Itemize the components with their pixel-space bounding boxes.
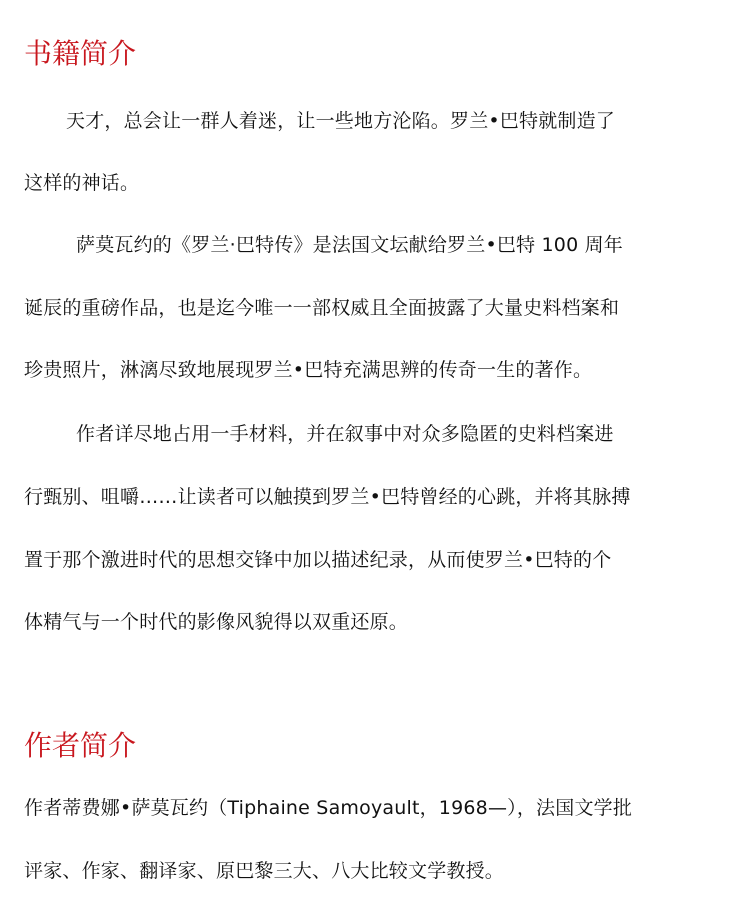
book-intro-p3-line-1: 作者详尽地占用一手材料，并在叙事中对众多隐匿的史料档案进 xyxy=(76,423,614,445)
book-intro-p3-line-4: 体精气与一个时代的影像风貌得以双重还原。 xyxy=(24,611,409,633)
book-intro-p3-line-2: 行甄别、咀嚼……让读者可以触摸到罗兰•巴特曾经的心跳，并将其脉搏 xyxy=(24,486,631,508)
book-intro-heading: 书籍简介 xyxy=(24,37,137,70)
book-intro-p2-line-1: 萨莫瓦约的《罗兰·巴特传》是法国文坛献给罗兰•巴特 100 周年 xyxy=(76,234,623,256)
author-intro-heading: 作者简介 xyxy=(24,729,137,762)
book-intro-p2-line-3: 珍贵照片，淋漓尽致地展现罗兰•巴特充满思辨的传奇一生的著作。 xyxy=(24,359,593,381)
author-intro-line-1: 作者蒂费娜•萨莫瓦约（Tiphaine Samoyault，1968—），法国文学批 xyxy=(24,797,633,819)
book-intro-p1-line-1: 天才，总会让一群人着迷，让一些地方沦陷。罗兰•巴特就制造了 xyxy=(66,110,616,132)
book-intro-p3-line-3: 置于那个激进时代的思想交锋中加以描述纪录，从而使罗兰•巴特的个 xyxy=(24,549,612,571)
book-intro-p1-line-2: 这样的神话。 xyxy=(24,172,140,194)
author-intro-line-2: 评家、作家、翻译家、原巴黎三大、八大比较文学教授。 xyxy=(24,860,505,882)
book-intro-p2-line-2: 诞辰的重磅作品，也是迄今唯一一部权威且全面披露了大量史料档案和 xyxy=(24,297,620,319)
